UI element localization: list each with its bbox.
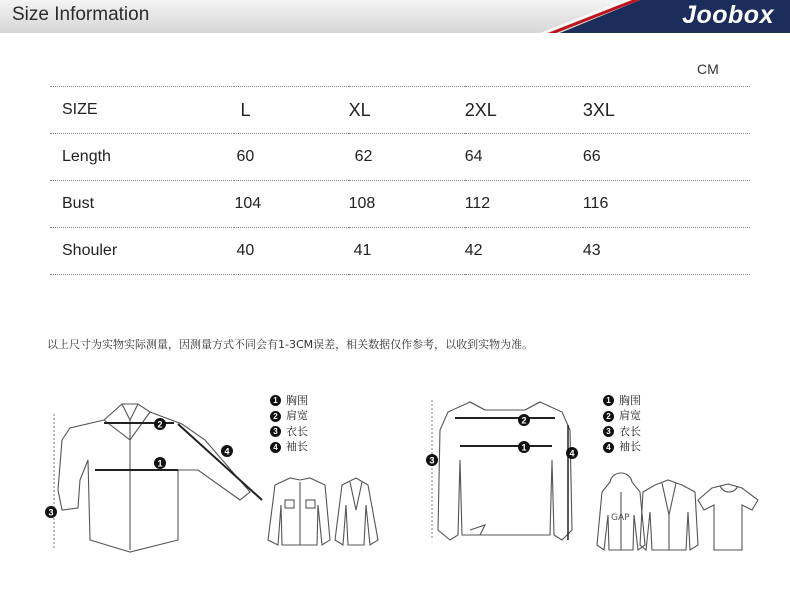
legend-text: 肩宽 xyxy=(286,409,308,423)
table-cell: 64 xyxy=(465,134,583,181)
svg-text:GAP: GAP xyxy=(611,513,630,523)
legend-item xyxy=(603,424,641,440)
marker-2: 2 xyxy=(521,415,527,426)
marker-4: 4 xyxy=(569,448,575,459)
legend-text: 胸围 xyxy=(286,393,308,407)
legend-number: 1 xyxy=(603,395,614,406)
marker-4: 4 xyxy=(224,446,230,457)
header-cell: SIZE xyxy=(50,87,234,134)
legend-number: 3 xyxy=(603,426,614,437)
legend-item xyxy=(270,409,308,425)
size-table xyxy=(50,86,750,275)
table-cell: 116 xyxy=(583,181,750,228)
blazer-icon xyxy=(335,478,378,545)
legend-item xyxy=(270,440,308,456)
legend-text: 肩宽 xyxy=(619,409,641,423)
table-cell: 40 xyxy=(234,228,348,275)
legend-item xyxy=(603,393,641,409)
diagram-markers xyxy=(45,414,578,518)
hoodie-icon xyxy=(597,473,645,550)
table-cell: 42 xyxy=(465,228,583,275)
legend-item xyxy=(270,393,308,409)
sweater-diagram-icon xyxy=(432,400,575,540)
header-cell: 3XL xyxy=(583,87,750,134)
table-cell: 112 xyxy=(465,181,583,228)
legend-right xyxy=(603,393,641,455)
table-cell: 62 xyxy=(349,134,465,181)
legend-number: 4 xyxy=(603,442,614,453)
legend-left xyxy=(270,393,308,455)
table-cell: 43 xyxy=(583,228,750,275)
jacket-icon xyxy=(268,478,330,545)
legend-number: 4 xyxy=(270,442,281,453)
header-banner xyxy=(0,0,790,33)
marker-3: 3 xyxy=(429,455,435,466)
header-cell: L xyxy=(234,87,348,134)
table-cell: 104 xyxy=(234,181,348,228)
table-cell: 60 xyxy=(234,134,348,181)
table-cell: 66 xyxy=(583,134,750,181)
legend-number: 3 xyxy=(270,426,281,437)
marker-1: 1 xyxy=(521,442,527,453)
measurement-note: 以上尺寸为实物实际测量，因测量方式不同会有1-3CM误差，相关数据仅作参考，以收到实物为准。 xyxy=(47,338,534,351)
table-row xyxy=(50,181,750,228)
legend-text: 胸围 xyxy=(619,393,641,407)
cardigan-icon xyxy=(640,480,698,550)
header-cell: 2XL xyxy=(465,87,583,134)
table-cell: 41 xyxy=(349,228,465,275)
row-label: Bust xyxy=(50,181,234,228)
legend-number: 2 xyxy=(270,411,281,422)
marker-3: 3 xyxy=(48,507,54,518)
legend-text: 衣长 xyxy=(619,424,641,438)
marker-1: 1 xyxy=(157,458,163,469)
page-title: Size Information xyxy=(12,4,150,25)
unit-label: CM xyxy=(697,61,719,77)
row-label: Length xyxy=(50,134,234,181)
legend-item xyxy=(270,424,308,440)
legend-number: 2 xyxy=(603,411,614,422)
table-row xyxy=(50,228,750,275)
legend-text: 衣长 xyxy=(286,424,308,438)
table-row xyxy=(50,134,750,181)
garment-diagrams xyxy=(0,365,790,592)
legend-text: 袖长 xyxy=(286,440,308,454)
row-label: Shouler xyxy=(50,228,234,275)
table-header-row xyxy=(50,87,750,134)
legend-text: 袖长 xyxy=(619,440,641,454)
brand-logo: Joobox xyxy=(682,1,774,29)
legend-number: 1 xyxy=(270,395,281,406)
marker-2: 2 xyxy=(157,419,163,430)
tshirt-icon xyxy=(698,484,758,550)
legend-item xyxy=(603,440,641,456)
header-cell: XL xyxy=(349,87,465,134)
table-cell: 108 xyxy=(349,181,465,228)
legend-item xyxy=(603,409,641,425)
